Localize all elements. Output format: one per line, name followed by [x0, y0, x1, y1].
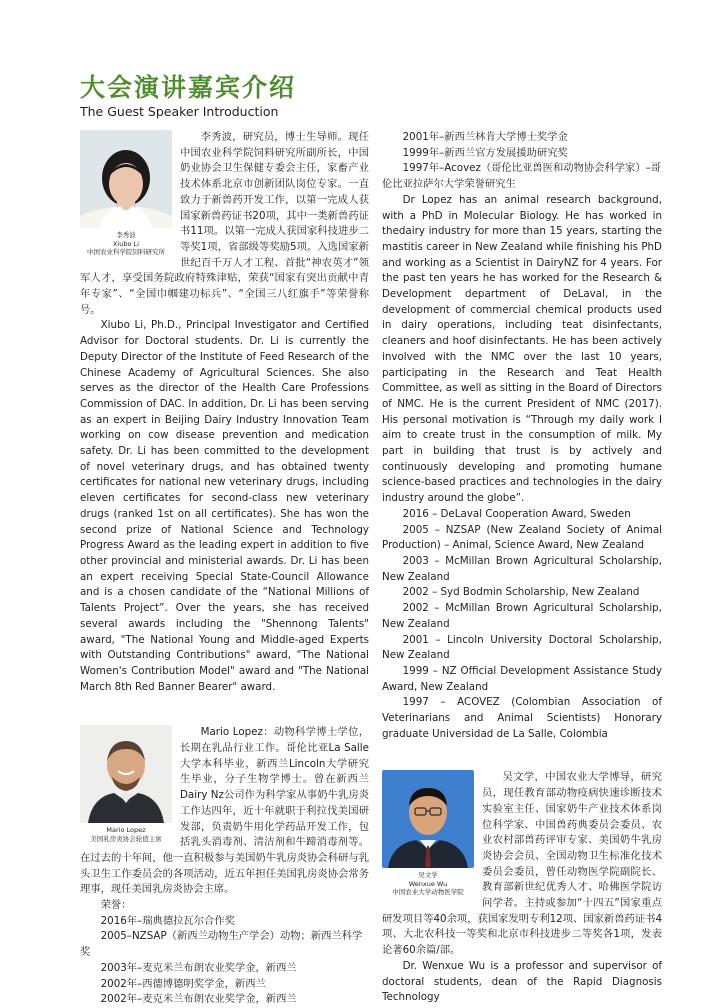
award-en-item: 2001 – Lincoln University Doctoral Scholarship, New Zealand: [382, 633, 662, 662]
speaker-caption-name-en: Wenxue Wu: [408, 879, 448, 888]
page-title: 大会演讲嘉宾介绍: [80, 73, 297, 102]
award-en-item: 2016 – DeLaval Cooperation Award, Sweden: [402, 507, 631, 520]
award-en-item: 2002 – Syd Bodmin Scholarship, New Zealand: [402, 586, 640, 599]
bio-en-li: Xiubo Li, Ph.D., Principal Investigator and Certified Advisor for Doctoral students. Dr. Li is currently the Deputy Director of the Institute of Feed Research of the Chinese Academy of Agricultural Sciences. She also serves as the director of the Health Care Professions Commission of DAC. In addition, Dr. Li has been serving as an expert in Beijing Dairy Industry Innovation Team working on cow disease prevention and medication safety. Dr. Li has been committed to the development of novel veterinary drugs, and has obtained twenty certificates for national new veterinary drugs, including eleven certificates for second-class new veterinary drugs (ranked 1st on all certificates). She has won the second prize of National Science and Technology Progress Award as the leading expert in addition to five other provincial and ministerial awards. Dr. Li has been an expert receiving Special State-Council Allowance and is a chosen candidate of the “National Millions of Talents Project”. Over the years, she has received several awards including the "Shennong Talents" award, "The National Young and Middle-aged Experts with Outstanding Contributions" award, "The National Women's Contribution Model" award and "The National March 8th Red Banner Bearer" award.: [80, 319, 369, 693]
speaker-card-wu: [382, 770, 474, 897]
award-zh-item: 2005–NZSAP（新西兰动物生产学会）动物；新西兰科学奖: [80, 930, 363, 959]
speaker-caption-affiliation: 中国农业科学院饲料研究所: [87, 248, 165, 256]
awards-label-zh: 荣誉：: [100, 899, 132, 912]
speaker-card-lopez: [80, 725, 172, 843]
left-column: [80, 130, 369, 1008]
bio-zh-li: 李秀波，研究员，博士生导师。现任中国农业科学院饲料研究所副所长，中国奶业协会卫生保健专委会主任，家畜产业技术体系北京市创新团队岗位专家。一直致力于新兽药开发工作，以第一完成人获国家新兽药证书20项，其中一类新兽药证书11项。以第一完成人获国家科技进步二等奖1项，省部级等奖励5项。入选国家新世纪百千万人才工程、首批“神农英才”领军人才，享受国务院政府特殊津贴，荣获“国家有突出贡献中青年专家”、“全国巾帼建功标兵”、“全国三八红旗手”等荣誉称号。: [80, 131, 369, 316]
speaker-card-li: [80, 130, 172, 257]
award-en-item: 1997 – ACOVEZ (Colombian Association of Veterinarians and Animal Scientists) Honorary graduate Universidad de La Salle, Colombia: [382, 696, 662, 740]
award-en-item: 2003 – McMillan Brown Agricultural Scholarship, New Zealand: [382, 554, 662, 583]
speaker-caption-name-zh: 李秀波: [116, 231, 136, 239]
award-en-item: 1999 – NZ Official Development Assistance Study Award, New Zealand: [382, 664, 662, 693]
speaker-caption-role: 美国乳房炎协会轮值主席: [90, 834, 162, 843]
award-en-item: 2005 – NZSAP (New Zealand Society of Animal Production) – Animal, Science Award, New Zealand: [382, 523, 662, 552]
speaker-caption-name-en: Xiubo Li: [113, 239, 139, 248]
speaker-caption-name-zh: 吴文学: [418, 871, 438, 880]
award-zh-item: 2016年–瑞典德拉瓦尔合作奖: [100, 914, 235, 927]
award-zh-item: 2002年–麦克米兰布朗农业奖学金，新西兰: [100, 993, 297, 1006]
page-subtitle: The Guest Speaker Introduction: [80, 104, 279, 119]
speaker-photo-li: [80, 130, 172, 228]
bio-zh-lopez: Mario Lopez：动物科学博士学位，长期在乳品行业工作。哥伦比亚La Salle大学本科毕业，新西兰Lincoln大学研究生毕业，分子生物学博士。曾在新西兰Dairy Nz公司作为科学家从事奶牛乳房炎工作达四年，近十年就职于利拉伐美国研发部，负责奶牛用化学药品开发工作，包括乳头消毒剂、清洁剂和牛蹄消毒剂等。在过去的十年间，他一直积极参与美国奶牛乳房炎协会科研与乳头卫生工作委员会的各项活动，近五年担任美国乳房炎协会常务理事，现任美国乳房炎协会主席。: [80, 726, 369, 896]
award-zh-item: 1997年–Acovez（哥伦比亚兽医和动物协会科学家）–哥伦比亚拉萨尔大学荣誉研究生: [382, 162, 662, 191]
right-column: [382, 130, 662, 1006]
award-en-item: 2002 – McMillan Brown Agricultural Scholarship, New Zealand: [382, 602, 662, 630]
award-zh-item: 1999年–新西兰官方发展援助研究奖: [402, 146, 568, 159]
speaker-photo-lopez: [80, 725, 172, 823]
award-zh-item: 2003年–麦克米兰布朗农业奖学金，新西兰: [100, 961, 297, 974]
bio-en-wu: Dr. Wenxue Wu is a professor and supervisor of doctoral students, dean of the Rapid Diagnosis Technology: [382, 959, 662, 1004]
award-zh-item: 2001年–新西兰林肯大学博士奖学金: [402, 131, 568, 143]
speaker-caption-name: Mario Lopez: [106, 826, 146, 835]
bio-en-lopez: Dr Lopez has an animal research background, with a PhD in Molecular Biology. He has worked in thedairy industry for more than 15 years, starting the mastitis career in New Zealand while finishing his PhD and working as a Scientist in DairyNZ for 4 years. For the past ten years he has worked for the Research & Development department of DeLaval, in the development of commercial chemical products used in dairy operations, including teat disinfectants, cleaners and hoof disinfectants. He has been actively involved with the NMC over the last 10 years, participating in the Research and Teat Health Committee, as well as sitting in the Board of Directors of NMC. He is the current President of NMC (2017). His personal motivation is “Through my daily work I aim to create trust in the consumption of milk. My part in building that trust is by actively and continuously developing and promoting humane science-based practices and technologies in the dairy industry around the globe”.: [382, 193, 662, 505]
bio-zh-wu: 吴文学，中国农业大学博导，研究员，现任教育部动物疫病快速诊断技术实验室主任、国家奶牛产业技术体系岗位科学家、中国兽药典委员会委员、农业农村部兽药评审专家、美国奶牛乳房炎协会会员、全国动物卫生标准化技术委员会委员，曾任动物医学院副院长、教育部新世纪优秀人才、哈佛医学院访问学者。主持或参加“十四五”国家重点研发项目等40余项，获国家发明专利12项、国家新兽药证书4项、大北农科技一等奖和北京市科技进步二等奖各1项，发表论著60余篇/部。: [382, 771, 662, 957]
speaker-photo-wu: [382, 770, 474, 868]
award-zh-item: 2002年–西德博德明奖学金，新西兰: [100, 977, 266, 990]
speaker-caption-affiliation: 中国农业大学动物医学院: [392, 888, 464, 897]
